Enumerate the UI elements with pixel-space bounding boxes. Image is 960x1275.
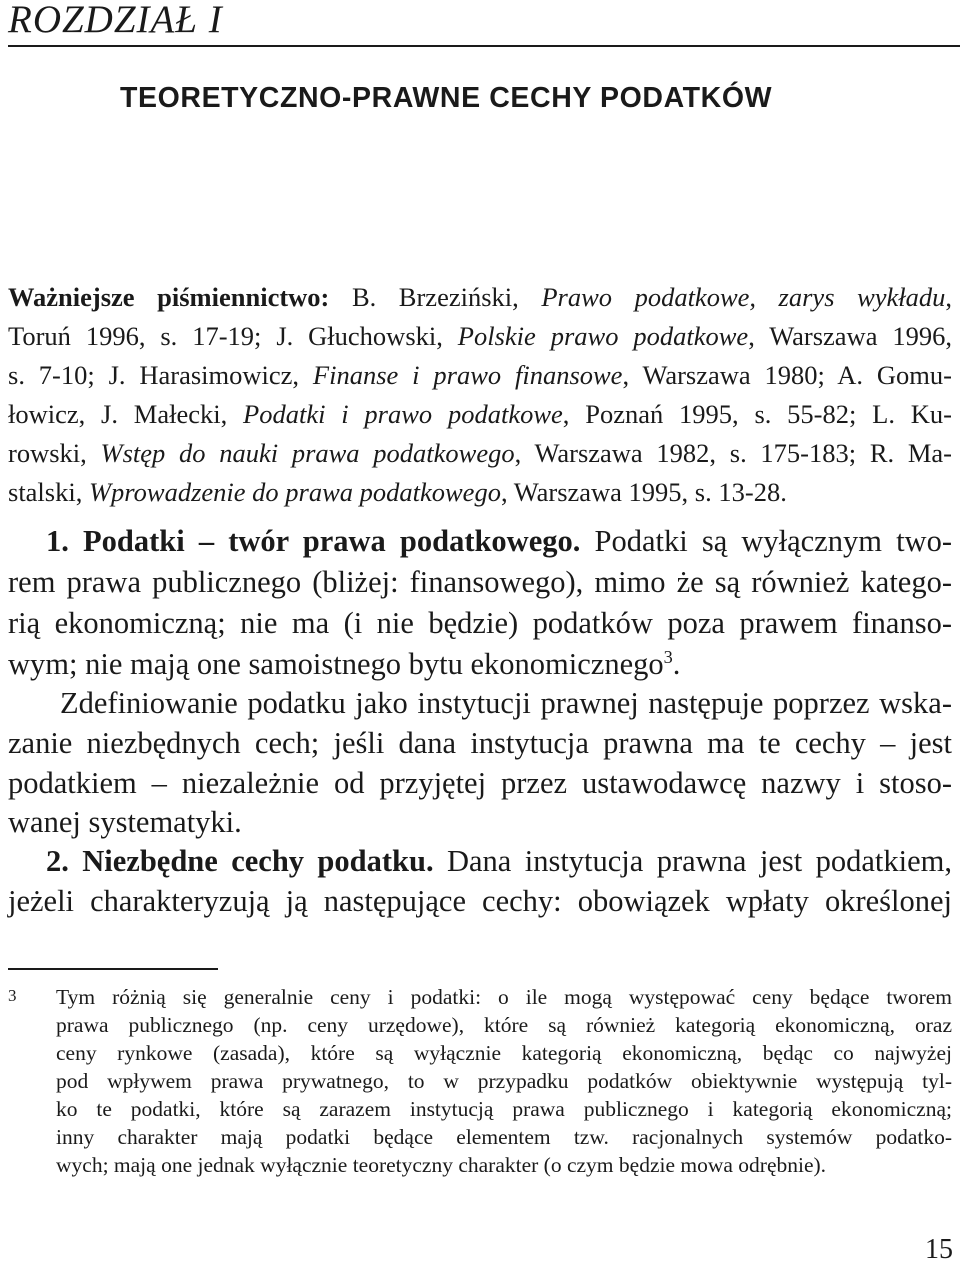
- footnote-line: ko te podatki, które są zarazem instytucją prawa publicznego i kategorią ekonomiczną;: [56, 1097, 952, 1121]
- body-line: [8, 605, 952, 641]
- section-2-paragraph: [46, 843, 952, 879]
- text-run: , Warszawa 1995, s. 13-28.: [500, 477, 787, 507]
- bibliography-line: [8, 282, 952, 312]
- footnote-number: 3: [8, 986, 17, 1005]
- bibliography-line: [8, 399, 952, 429]
- chapter-heading: ROZDZIAŁ I: [8, 0, 223, 41]
- footnote-line: wych; mają one jednak wyłącznie teoretyczny charakter (o czym będzie mowa odrębnie).: [56, 1153, 827, 1177]
- text-run: zanie niezbędnych cech; jeśli dana instytucja prawna ma te cechy – jest: [8, 726, 952, 760]
- text-run: , Poznań 1995, s. 55-82; L. Ku-: [562, 399, 952, 429]
- bold-text: Ważniejsze piśmiennictwo:: [8, 282, 330, 312]
- text-run: Dana instytucja prawna jest podatkiem,: [433, 844, 952, 878]
- bibliography-line: [8, 438, 952, 468]
- italic-title: Finanse i prawo finansowe: [312, 360, 623, 390]
- body-line: [60, 685, 952, 721]
- text-run: , Warszawa 1980; A. Gomu-: [622, 360, 952, 390]
- bold-text: 1. Podatki – twór prawa podatkowego.: [46, 524, 581, 558]
- italic-title: Wstęp do nauki prawa podatkowego: [100, 438, 515, 468]
- text-run: Podatki są wyłącznym two-: [580, 524, 952, 558]
- body-line: [8, 883, 952, 919]
- text-run: ,: [945, 282, 953, 312]
- text-run: B. Brzeziński,: [329, 282, 542, 312]
- section-1-paragraph: [46, 523, 952, 559]
- text-run: wym; nie mają one samoistnego bytu ekonomicznego: [8, 647, 664, 681]
- footnote-line: Tym różnią się generalnie ceny i podatki: o ile mogą występować ceny będące tworem: [56, 985, 952, 1009]
- text-run: .: [672, 647, 681, 681]
- text-run: stalski,: [8, 477, 89, 507]
- text-run: łowicz, J. Małecki,: [8, 399, 244, 429]
- body-line: [8, 725, 952, 761]
- italic-title: Wprowadzenie do prawa podatkowego: [88, 477, 501, 507]
- body-line: [8, 564, 952, 600]
- page-number: 15: [925, 1234, 953, 1265]
- text-run: rią ekonomiczną; nie ma (i nie będzie) podatków poza prawem finanso-: [8, 606, 952, 640]
- text-run: , Warszawa 1996,: [748, 321, 952, 351]
- text-run: jeżeli charakteryzują ją następujące cechy: obowiązek wpłaty określonej: [8, 884, 952, 918]
- text-run: Zdefiniowanie podatku jako instytucji prawnej następuje poprzez wska-: [60, 686, 952, 720]
- body-line: [8, 646, 952, 682]
- text-run: wanej systematyki.: [8, 805, 242, 839]
- bibliography-line: [8, 321, 952, 351]
- text-run: rowski,: [8, 438, 101, 468]
- text-run: s. 7-10; J. Harasimowicz,: [8, 360, 313, 390]
- footnote-divider: [8, 968, 218, 970]
- text-run: podatkiem – niezależnie od przyjętej przez ustawodawcę nazwy i stoso-: [8, 766, 952, 800]
- text-run: , Warszawa 1982, s. 175-183; R. Ma-: [514, 438, 953, 468]
- bibliography-line: [8, 360, 952, 390]
- bibliography-line: [8, 477, 952, 507]
- chapter-title: TEORETYCZNO-PRAWNE CECHY PODATKÓW: [120, 82, 773, 114]
- text-run: rem prawa publicznego (bliżej: finansowego), mimo że są również katego-: [8, 565, 952, 599]
- text-run: Toruń 1996, s. 17-19; J. Głuchowski,: [8, 321, 458, 351]
- italic-title: Polskie prawo podatkowe: [457, 321, 749, 351]
- body-line: [8, 765, 952, 801]
- footnote-line: inny charakter mają podatki będące elementem tzw. racjonalnych systemów podatko-: [56, 1125, 952, 1149]
- chapter-divider: [8, 45, 960, 47]
- footnote-line: prawa publicznego (np. ceny urzędowe), które są również kategorią ekonomiczną, oraz: [56, 1013, 952, 1037]
- italic-title: Podatki i prawo podatkowe: [243, 399, 563, 429]
- footnote-line: pod wpływem prawa prywatnego, to w przypadku podatków obiektywnie występują tyl-: [56, 1069, 952, 1093]
- body-line: [8, 804, 952, 840]
- footnote-line: ceny rynkowe (zasada), które są wyłącznie kategorią ekonomiczną, będąc co najwyżej: [56, 1041, 952, 1065]
- bold-text: 2. Niezbędne cechy podatku.: [46, 844, 434, 878]
- italic-title: Prawo podatkowe, zarys wykładu: [541, 282, 946, 312]
- footnote-reference: 3: [663, 646, 673, 667]
